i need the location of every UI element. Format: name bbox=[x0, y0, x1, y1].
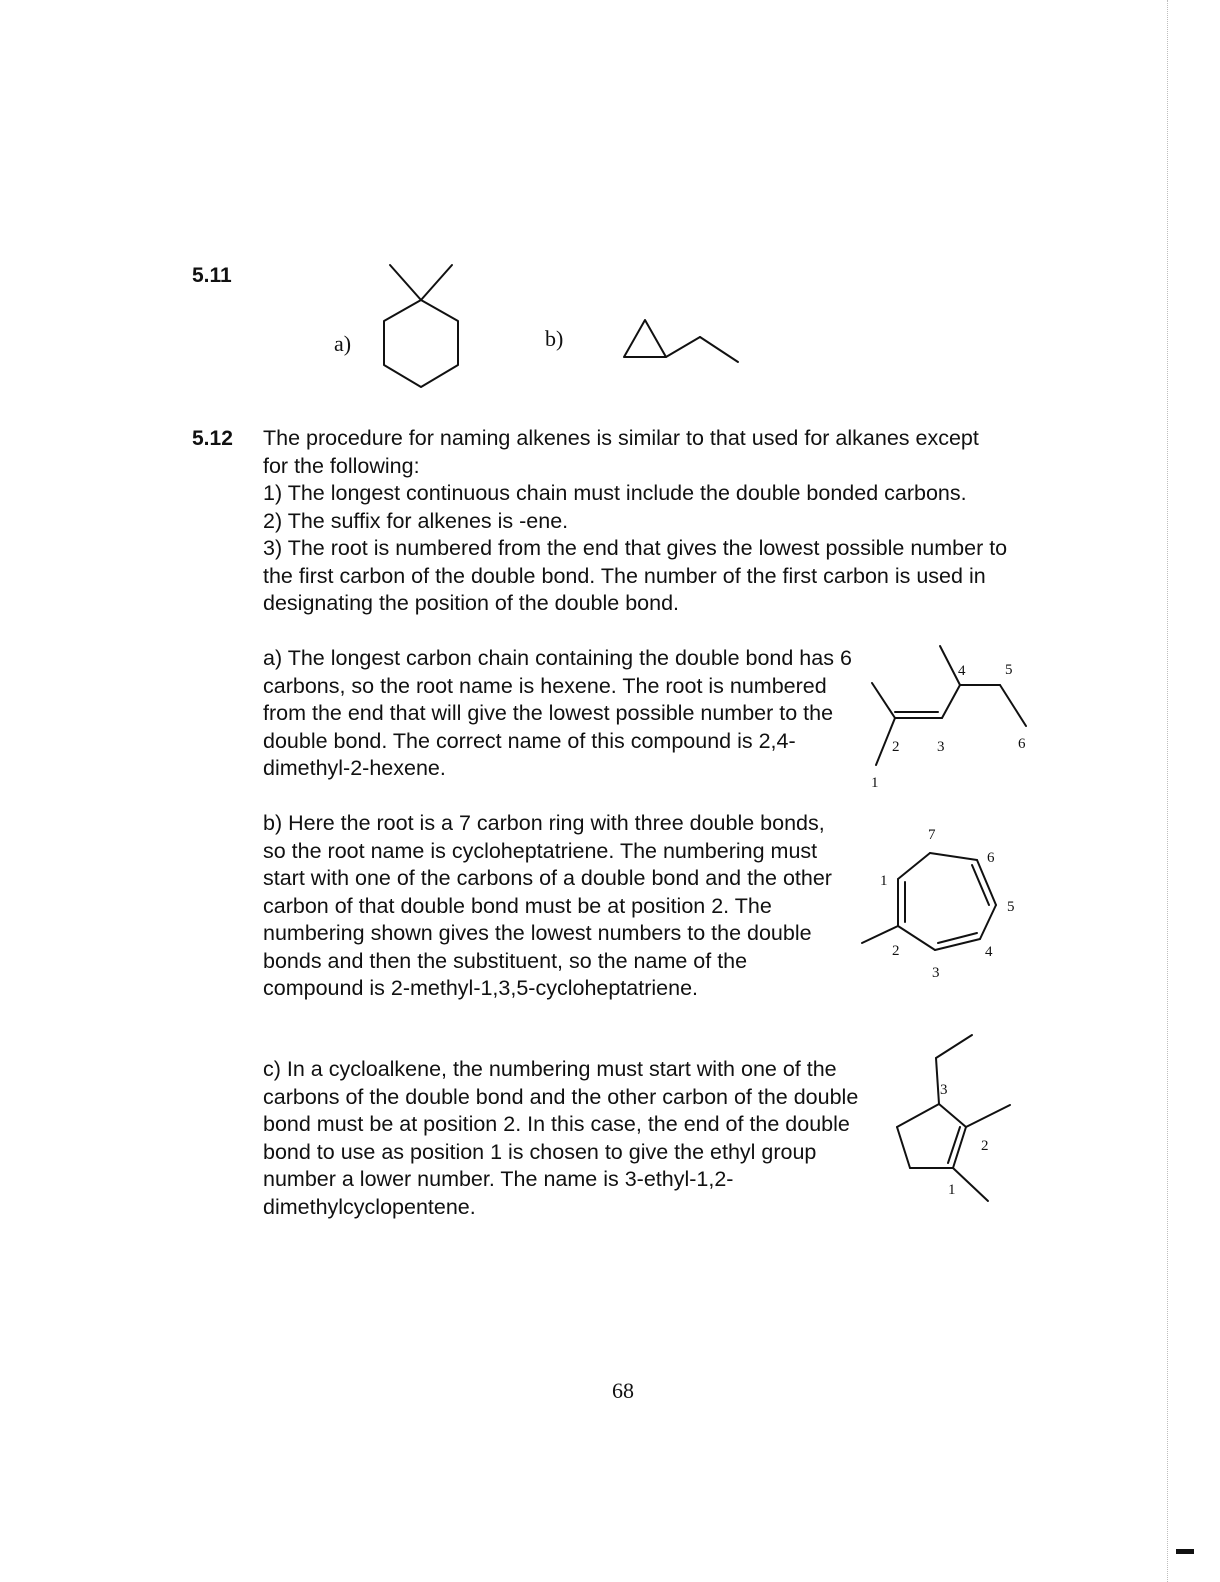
problem-number-5-12: 5.12 bbox=[192, 427, 233, 450]
part-a-text: a) The longest carbon chain containing the double bond has 6 carbons, so the root name is hexene. The root is numbered from the end that will give the lowest possible number to the double bond. The correct name of this compound is 2,4-dimethyl-2-hexene. bbox=[263, 646, 852, 780]
intro-block bbox=[263, 425, 1063, 618]
label-b-1: 1 bbox=[880, 873, 888, 889]
label-a-3: 3 bbox=[937, 739, 945, 755]
label-c-1: 1 bbox=[948, 1182, 956, 1198]
label-a-4: 4 bbox=[958, 663, 966, 679]
label-a-1: 1 bbox=[871, 775, 879, 791]
label-b: b) bbox=[545, 326, 564, 351]
problem-number-5-11: 5.11 bbox=[192, 264, 232, 287]
label-a-5: 5 bbox=[1005, 662, 1013, 678]
page-number: 68 bbox=[612, 1378, 634, 1403]
scan-mark bbox=[1176, 1549, 1194, 1554]
intro-text: The procedure for naming alkenes is similar to that used for alkanes except for the following: bbox=[263, 426, 979, 478]
label-b-4: 4 bbox=[985, 944, 993, 960]
scan-edge bbox=[1167, 0, 1168, 1582]
ethylcyclopropane-structure bbox=[624, 320, 738, 362]
label-c-2: 2 bbox=[981, 1138, 989, 1154]
label-b-7: 7 bbox=[928, 827, 936, 843]
label-c-3: 3 bbox=[940, 1082, 948, 1098]
structure-hexene bbox=[850, 640, 1050, 800]
label-a-2: 2 bbox=[892, 739, 900, 755]
part-b-text: b) Here the root is a 7 carbon ring with three double bonds, so the root name is cycloheptatriene. The numbering must start with one of the carbons of a double bond and the other carbon of that double bond must be at position 2. The numbering shown gives the lowest numbers to the double bonds and then the substituent, so the name of the compound is 2-methyl-1,3,5-cycloheptatriene. bbox=[263, 811, 832, 1000]
label-b-5: 5 bbox=[1007, 899, 1015, 915]
structure-cyclopentene bbox=[880, 1030, 1030, 1210]
label-a: a) bbox=[334, 331, 352, 356]
rule-1: 1) The longest continuous chain must include the double bonded carbons. bbox=[263, 481, 967, 505]
label-b-2: 2 bbox=[892, 943, 900, 959]
label-b-6: 6 bbox=[987, 850, 995, 866]
label-a-6: 6 bbox=[1018, 736, 1026, 752]
dimethylcyclohexane-structure bbox=[384, 265, 458, 387]
part-c-text: c) In a cycloalkene, the numbering must start with one of the carbons of the double bond and the other carbon of the double bond must be at position 2. In this case, the end of the double bond to use as position 1 is chosen to give the ethyl group number a lower number. The name is 3-ethyl-1,2-dimethylcyclopentene. bbox=[263, 1057, 859, 1219]
label-b-3: 3 bbox=[932, 965, 940, 981]
rule-2: 2) The suffix for alkenes is -ene. bbox=[263, 508, 569, 533]
structure-cycloheptatriene bbox=[850, 815, 1050, 985]
rule-3: 3) The root is numbered from the end that gives the lowest possible number to the first carbon of the double bond. The number of the first carbon is used in designating the position of the double bond. bbox=[263, 536, 1008, 615]
